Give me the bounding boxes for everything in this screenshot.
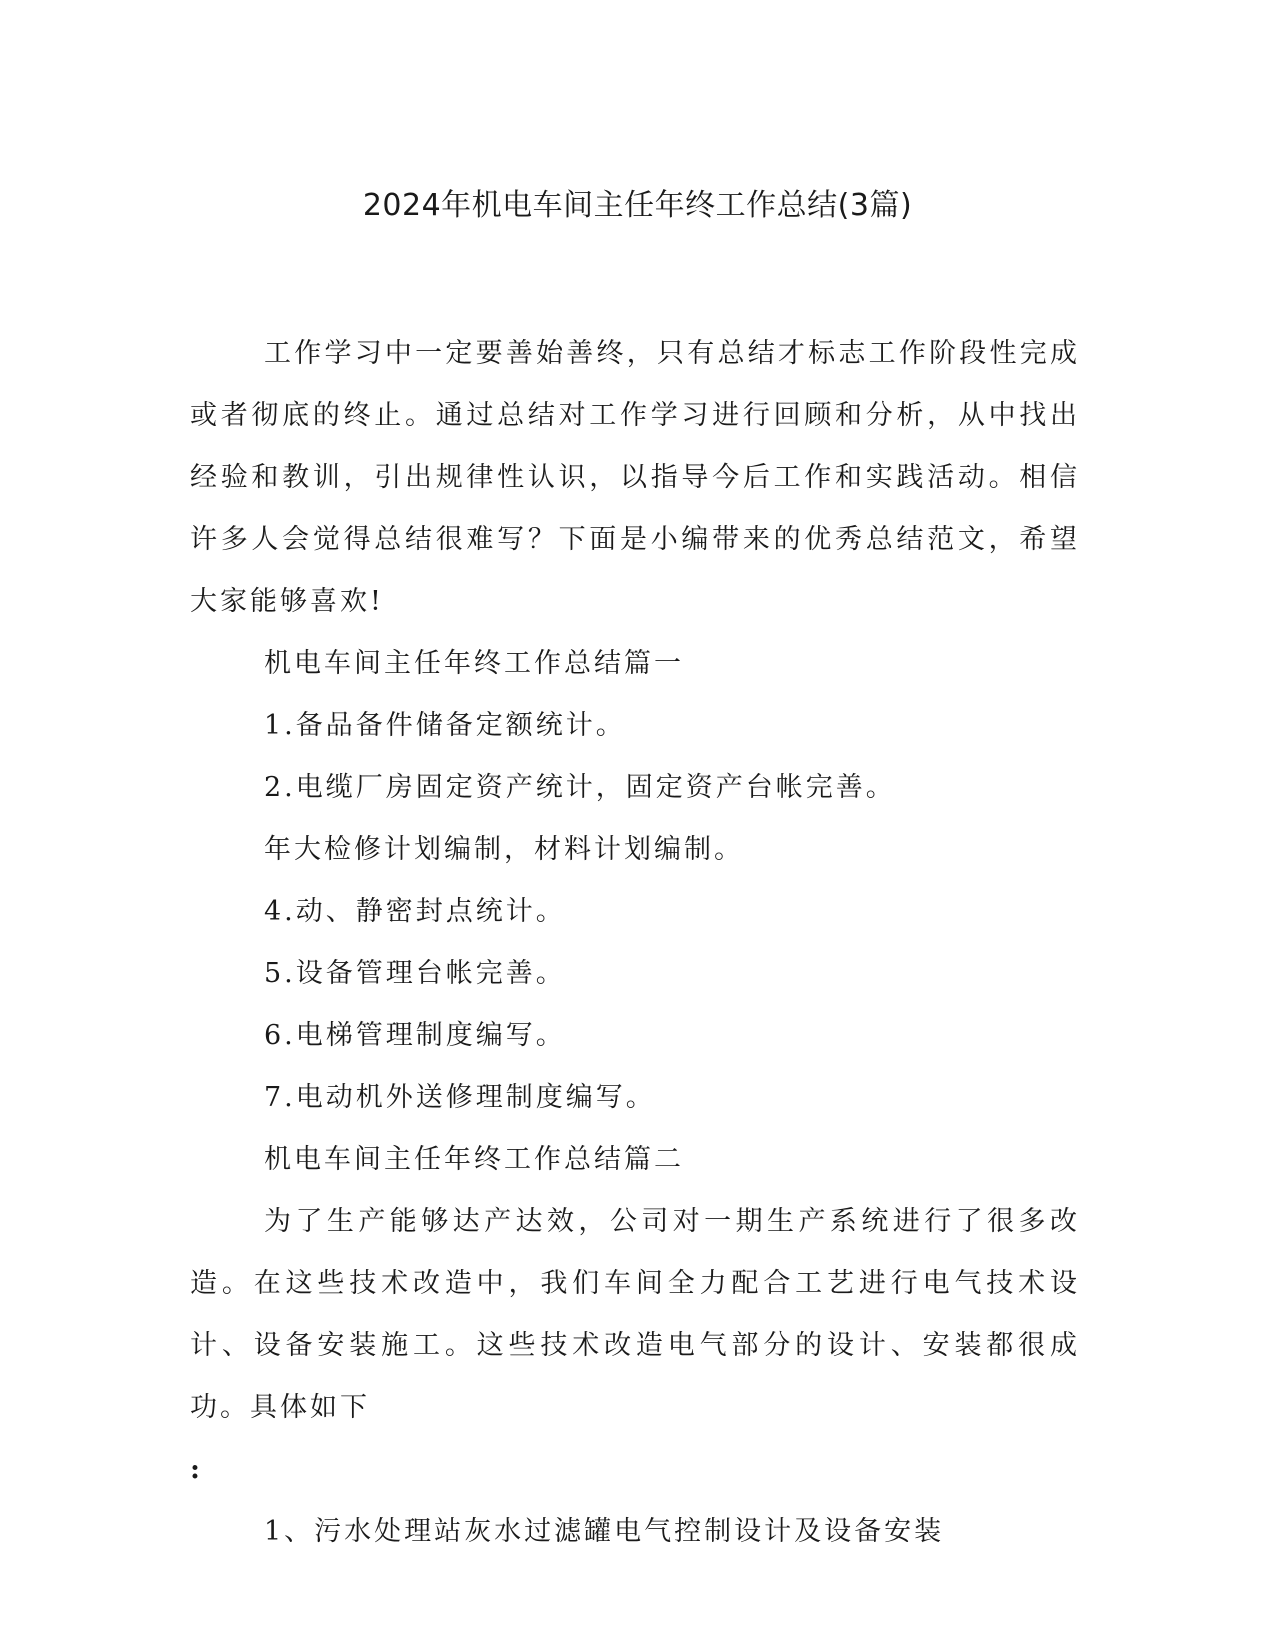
document-body: [190, 323, 1080, 1563]
section1-item-3: 年大检修计划编制，材料计划编制。: [264, 834, 744, 865]
intro-paragraph: 工作学习中一定要善始善终，只有总结才标志工作阶段性完成或者彻底的终止。通过总结对工作学习进行回顾和分析，从中找出经验和教训，引出规律性认识，以指导今后工作和实践活动。相信许多人会觉得总结很难写？下面是小编带来的优秀总结范文，希望大家能够喜欢!: [190, 338, 1080, 617]
section2-heading: 机电车间主任年终工作总结篇二: [264, 1144, 684, 1175]
document-title: 2024年机电车间主任年终工作总结(3篇): [362, 188, 913, 223]
section1-heading: 机电车间主任年终工作总结篇一: [264, 648, 684, 679]
section2-item-1: 1、污水处理站灰水过滤罐电气控制设计及设备安装: [264, 1516, 945, 1547]
section1-item-1: 1.备品备件储备定额统计。: [264, 710, 626, 741]
section1-item-7: 7.电动机外送修理制度编写。: [264, 1082, 656, 1113]
section2-paragraph: 为了生产能够达产达效，公司对一期生产系统进行了很多改造。在这些技术改造中，我们车间全力配合工艺进行电气技术设计、设备安装施工。这些技术改造电气部分的设计、安装都很成功。具体如下: [190, 1206, 1080, 1423]
section1-item-4: 4.动、静密封点统计。: [264, 896, 566, 927]
section1-item-6: 6.电梯管理制度编写。: [264, 1020, 566, 1051]
section1-item-5: 5.设备管理台帐完善。: [264, 958, 566, 989]
section2-colon: :: [190, 1454, 203, 1485]
section1-item-2: 2.电缆厂房固定资产统计，固定资产台帐完善。: [264, 772, 896, 803]
